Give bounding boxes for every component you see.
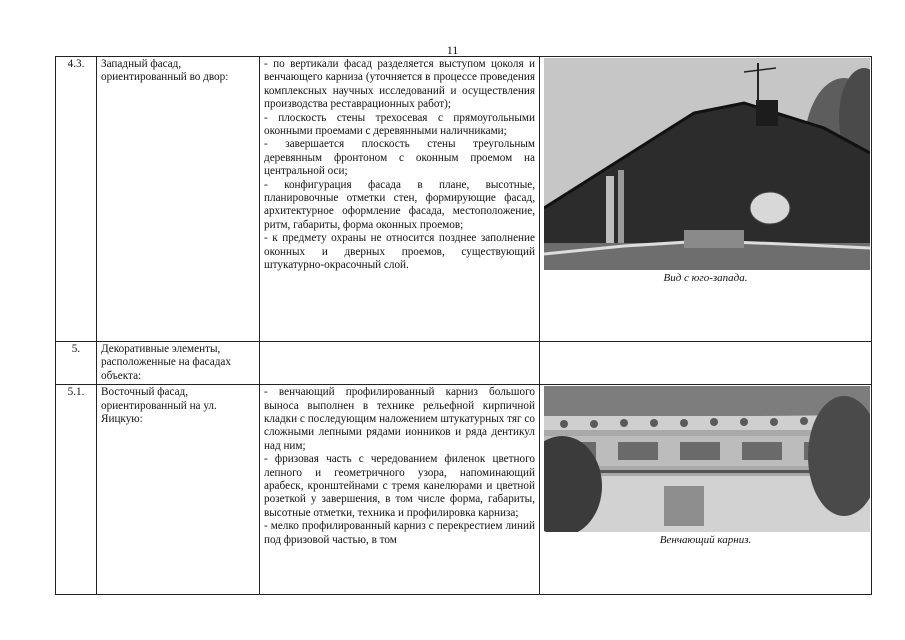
table-row [56, 57, 872, 342]
row-number: 4.3. [56, 57, 97, 342]
description-item: - завершается плоскость стены треугольным деревянным фронтоном с оконным проемом на центральной оси; [264, 138, 535, 178]
description-item: - конфигурация фасада в плане, высотные, планировочные отметки стен, формирующие фасад, архитектурное оформление фасада, местоположение, ритм, габариты, форма оконных проемов; [264, 178, 535, 231]
element-description [260, 342, 540, 385]
element-name: Декоративные элементы, расположенные на фасадах объекта: [97, 342, 260, 385]
photo-cornice [544, 386, 870, 532]
row-number: 5.1. [56, 385, 97, 595]
photo-caption: Вид с юго-запада. [663, 272, 748, 284]
photo-cell [540, 385, 872, 595]
element-description [260, 57, 540, 342]
description-item: - фризовая часть с чередованием филенок цветного лепного и геометричного узора, напоминающий арабеск, кронштейнами с тремя канелюрами и цветной розеткой у завершения, в том числе форма, габариты, высотные отметки, техника и профилировка карниза; [264, 453, 535, 519]
element-name: Западный фасад, ориентированный во двор: [97, 57, 260, 342]
table-row [56, 342, 872, 385]
description-item: - к предмету охраны не относится позднее заполнение оконных и дверных проемов, существующий штукатурно-окрасочный слой. [264, 232, 535, 272]
photo-cell [540, 57, 872, 342]
photo-cell [540, 342, 872, 385]
description-item: - венчающий профилированный карниз большого выноса выполнен в технике рельефной кирпичной кладки с последующим наложением штукатурных тяг со сложными лепными рядами ионников и ряда дентикул над ним; [264, 386, 535, 452]
element-description [260, 385, 540, 595]
description-item: - мелко профилированный карниз с перекрестием линий под фризовой частью, в том [264, 520, 535, 546]
photo-caption: Венчающий карниз. [659, 534, 752, 547]
heritage-table [55, 56, 872, 595]
row-number: 5. [56, 342, 97, 385]
element-name: Восточный фасад, ориентированный на ул. Яицкую: [97, 385, 260, 595]
photo-west-facade [544, 58, 870, 270]
page-number: 11 [446, 43, 459, 57]
table-row [56, 385, 872, 595]
description-item: - по вертикали фасад разделяется выступом цоколя и венчающего карниза (уточняется в процессе проведения комплексных научных исследований и осуществления производства реставрационных работ); [264, 58, 535, 111]
description-item: - плоскость стены трехосевая с прямоугольными оконными проемами с деревянными наличниками; [264, 111, 535, 138]
